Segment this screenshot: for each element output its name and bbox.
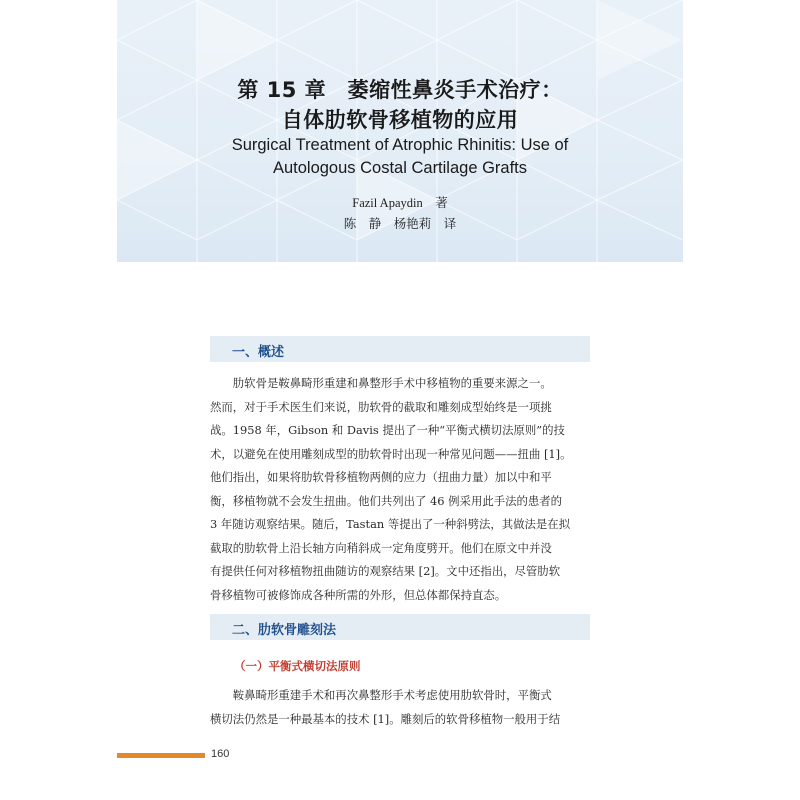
english-title-line-1: Surgical Treatment of Atrophic Rhinitis: Use of (231, 136, 569, 154)
text-line: 横切法仍然是一种最基本的技术 [1]。雕刻后的软骨移植物一般用于结 (210, 711, 561, 726)
carving-paragraph (210, 684, 590, 731)
text-line: 然而，对于手术医生们来说，肋软骨的截取和雕刻成型始终是一项挑 (210, 399, 552, 414)
chapter-title-line-2: 自体肋软骨移植物的应用 (281, 108, 519, 132)
text-line: 衡，移植物就不会发生扭曲。他们共列出了 46 例采用此手法的患者的 (210, 493, 563, 508)
section-heading-carving (210, 614, 590, 640)
english-title-line-2: Autologous Costal Cartilage Grafts (272, 159, 528, 177)
overview-paragraph (210, 372, 590, 607)
section-heading-text: 二、肋软骨雕刻法 (232, 623, 337, 638)
section-heading-text: 一、概述 (232, 345, 285, 360)
text-line: 鞍鼻畸形重建手术和再次鼻整形手术考虑使用肋软骨时，平衡式 (210, 688, 552, 702)
author-line: Fazil Apaydin 著 (352, 196, 448, 210)
text-line: 战。1958 年，Gibson 和 Davis 提出了一种“平衡式横切法原则”的技 (210, 423, 565, 437)
text-line: 他们指出，如果将肋软骨移植物两侧的应力（扭曲力量）加以中和平 (210, 470, 552, 484)
page-number: 160 (211, 748, 230, 760)
text-line: 3 年随访观察结果。随后，Tastan 等提出了一种斜劈法，其做法是在拟 (210, 517, 571, 531)
translator-line: 陈 静 杨艳莉 译 (343, 217, 457, 231)
text-line: 骨移植物可被修饰成各种所需的外形，但总体都保持直态。 (210, 587, 507, 602)
chapter-title-line-1: 第 15 章 萎缩性鼻炎手术治疗： (237, 78, 563, 102)
text-line: 肋软骨是鞍鼻畸形重建和鼻整形手术中移植物的重要来源之一。 (210, 376, 552, 390)
section-heading-overview (210, 336, 590, 362)
chapter-banner (117, 0, 683, 262)
subsection-heading: （一）平衡式横切法原则 (234, 659, 361, 673)
text-line: 术，以避免在使用雕刻成型的肋软骨时出现一种常见问题——扭曲 [1]。 (210, 446, 572, 461)
text-line: 截取的肋软骨上沿长轴方向稍斜成一定角度劈开。他们在原文中并没 (210, 540, 552, 555)
footer-accent-bar (117, 753, 205, 758)
text-line: 有提供任何对移植物扭曲随访的观察结果 [2]。文中还指出，尽管肋软 (210, 564, 561, 578)
